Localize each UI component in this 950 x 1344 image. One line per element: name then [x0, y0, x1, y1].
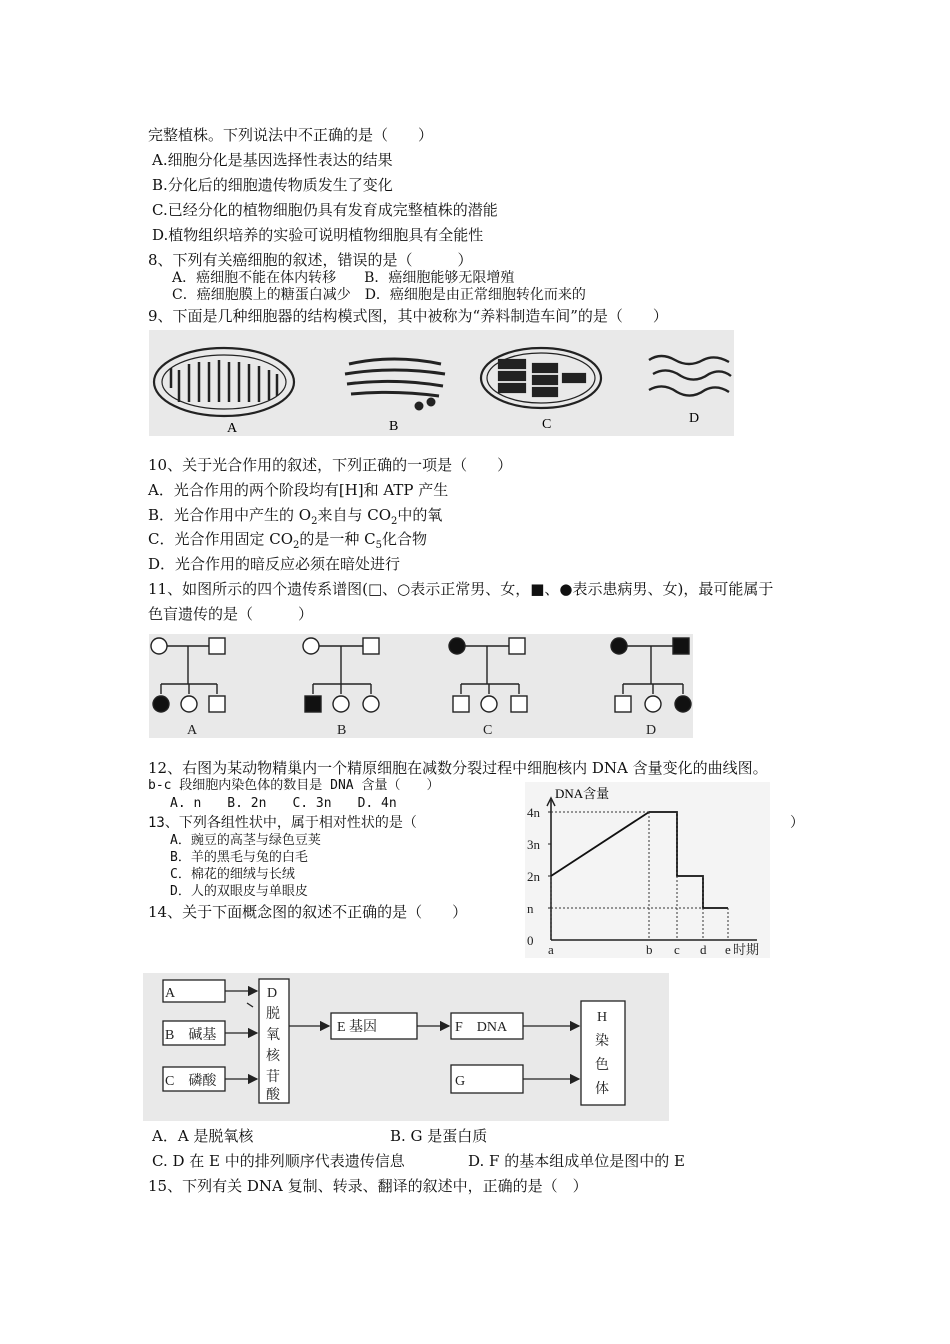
dna-x-tick-label: c: [674, 942, 680, 957]
pedigree-c: [449, 638, 527, 712]
q7-stem: 完整植株。下列说法中不正确的是（ ）: [148, 126, 434, 144]
dna-x-title: 时期: [733, 942, 760, 957]
q13-stem-close: ）: [790, 815, 804, 831]
concept-label-d-1: 脱: [266, 1007, 280, 1022]
q10-option-c: C．光合作用固定 $CO_2$的是一种 $C_5$化合物: [148, 530, 428, 551]
organelle-label-c: C: [542, 417, 552, 432]
concept-label-g: G: [455, 1074, 466, 1089]
concept-label-b: B 碱基: [165, 1028, 217, 1043]
organelle-label-d: D: [689, 411, 700, 426]
pedigree-label-d: D: [646, 723, 657, 738]
q14-option-b: B. G 是蛋白质: [390, 1127, 488, 1145]
concept-label-h-2: 色: [595, 1058, 609, 1073]
concept-label-d-5: 酸: [266, 1088, 280, 1103]
q10-option-d: D．光合作用的暗反应必须在暗处进行: [148, 555, 401, 573]
q12-stem-line2: b-c 段细胞内染色体的数目是 DNA 含量（ ）: [148, 778, 440, 793]
q8-options-row1: A．癌细胞不能在体内转移 B．癌细胞能够无限增殖: [172, 270, 515, 286]
q12-options: A. n B. 2n C. 3n D. 4n: [170, 796, 397, 811]
q9-stem: 9、下面是几种细胞器的结构模式图，其中被称为“养料制造车间”的是（ ）: [148, 307, 668, 325]
q12-stem-line1: 12、右图为某动物精巢内一个精原细胞在减数分裂过程中细胞核内 DNA 含量变化的曲线图。: [148, 759, 768, 777]
pedigree-label-c: C: [483, 723, 493, 738]
q14-option-a: A．A 是脱氧核: [152, 1127, 254, 1145]
dna-x-tick-label: b: [646, 942, 653, 957]
q10-option-b: B．光合作用中产生的 $O_2$来自与 $CO_2$中的氧: [148, 506, 443, 527]
q7-option-b: B.分化后的细胞遗传物质发生了变化: [152, 176, 393, 194]
dna-x-tick-label: a: [548, 942, 554, 957]
dna-content-chart: [525, 782, 770, 958]
endoplasmic-reticulum-drawing: [649, 356, 731, 396]
dna-x-tick-label: d: [700, 942, 707, 957]
concept-label-a: A: [165, 986, 176, 1001]
concept-map-figure: [143, 973, 669, 1121]
concept-label-f: F DNA: [455, 1020, 508, 1035]
pedigree-label-a: A: [187, 723, 198, 738]
q14-option-d: D. F 的基本组成单位是图中的 E: [468, 1152, 685, 1170]
pedigree-figure: [149, 634, 693, 738]
concept-label-h-1: 染: [595, 1034, 609, 1049]
concept-label-e: E 基因: [337, 1020, 378, 1035]
q10-option-a: A．光合作用的两个阶段均有[H]和 ATP 产生: [148, 481, 449, 499]
concept-label-h-3: 体: [595, 1082, 609, 1097]
dna-series-line: [551, 812, 728, 908]
chloroplast-drawing: [481, 348, 601, 408]
q14-stem: 14、关于下面概念图的叙述不正确的是（ ）: [148, 903, 468, 921]
concept-label-c: C 磷酸: [165, 1074, 217, 1089]
dna-y-tick-label: n: [527, 901, 534, 916]
q8-stem: 8、下列有关癌细胞的叙述，错误的是（ ）: [148, 251, 473, 269]
pedigree-b: [303, 638, 379, 712]
dna-y-tick-label: 2n: [527, 869, 540, 884]
q14-option-c: C. D 在 E 中的排列顺序代表遗传信息: [152, 1152, 405, 1170]
dna-y-tick-label: 0: [527, 933, 534, 948]
concept-label-d-3: 核: [266, 1049, 280, 1064]
mitochondrion-drawing: [154, 348, 294, 416]
concept-label-d-0: D: [267, 986, 278, 1001]
dna-x-tick-label: e: [725, 942, 731, 957]
dna-y-tick-label: 4n: [527, 805, 540, 820]
q11-stem-line2: 色盲遗传的是（ ）: [148, 605, 314, 623]
pedigree-label-b: B: [337, 723, 347, 738]
concept-label-d-2: 氧: [266, 1028, 280, 1043]
q13-option-c: C．棉花的细绒与长绒: [170, 867, 295, 882]
organelle-figure: [149, 330, 734, 436]
pedigree-d: [611, 638, 691, 712]
q13-option-d: D．人的双眼皮与单眼皮: [170, 884, 308, 899]
concept-label-d-4: 苷: [266, 1070, 280, 1085]
q8-options-row2: C．癌细胞膜上的糖蛋白减少 D．癌细胞是由正常细胞转化而来的: [172, 287, 586, 303]
concept-label-h-0: H: [597, 1010, 608, 1025]
dna-y-tick-label: 3n: [527, 837, 540, 852]
q15-stem: 15、下列有关 DNA 复制、转录、翻译的叙述中，正确的是（ ）: [148, 1177, 588, 1195]
dna-chart-y-title: DNA含量: [555, 786, 610, 801]
q13-stem: 13、下列各组性状中，属于相对性状的是（: [148, 815, 417, 831]
golgi-drawing: [345, 359, 445, 409]
organelle-label-b: B: [389, 419, 399, 434]
q7-option-c: C.已经分化的植物细胞仍具有发育成完整植株的潜能: [152, 201, 498, 219]
q7-option-d: D.植物组织培养的实验可说明植物细胞具有全能性: [152, 226, 484, 244]
q10-stem: 10、关于光合作用的叙述，下列正确的一项是（ ）: [148, 456, 513, 474]
q7-option-a: A.细胞分化是基因选择性表达的结果: [152, 151, 393, 169]
pedigree-a: [151, 638, 225, 712]
q13-option-b: B．羊的黑毛与兔的白毛: [170, 850, 308, 865]
organelle-label-a: A: [227, 421, 238, 436]
q11-stem-line1: 11、如图所示的四个遗传系谱图(□、○表示正常男、女，■、●表示患病男、女)，最可能属于: [148, 580, 774, 598]
q13-option-a: A．豌豆的高茎与绿色豆荚: [170, 833, 321, 848]
